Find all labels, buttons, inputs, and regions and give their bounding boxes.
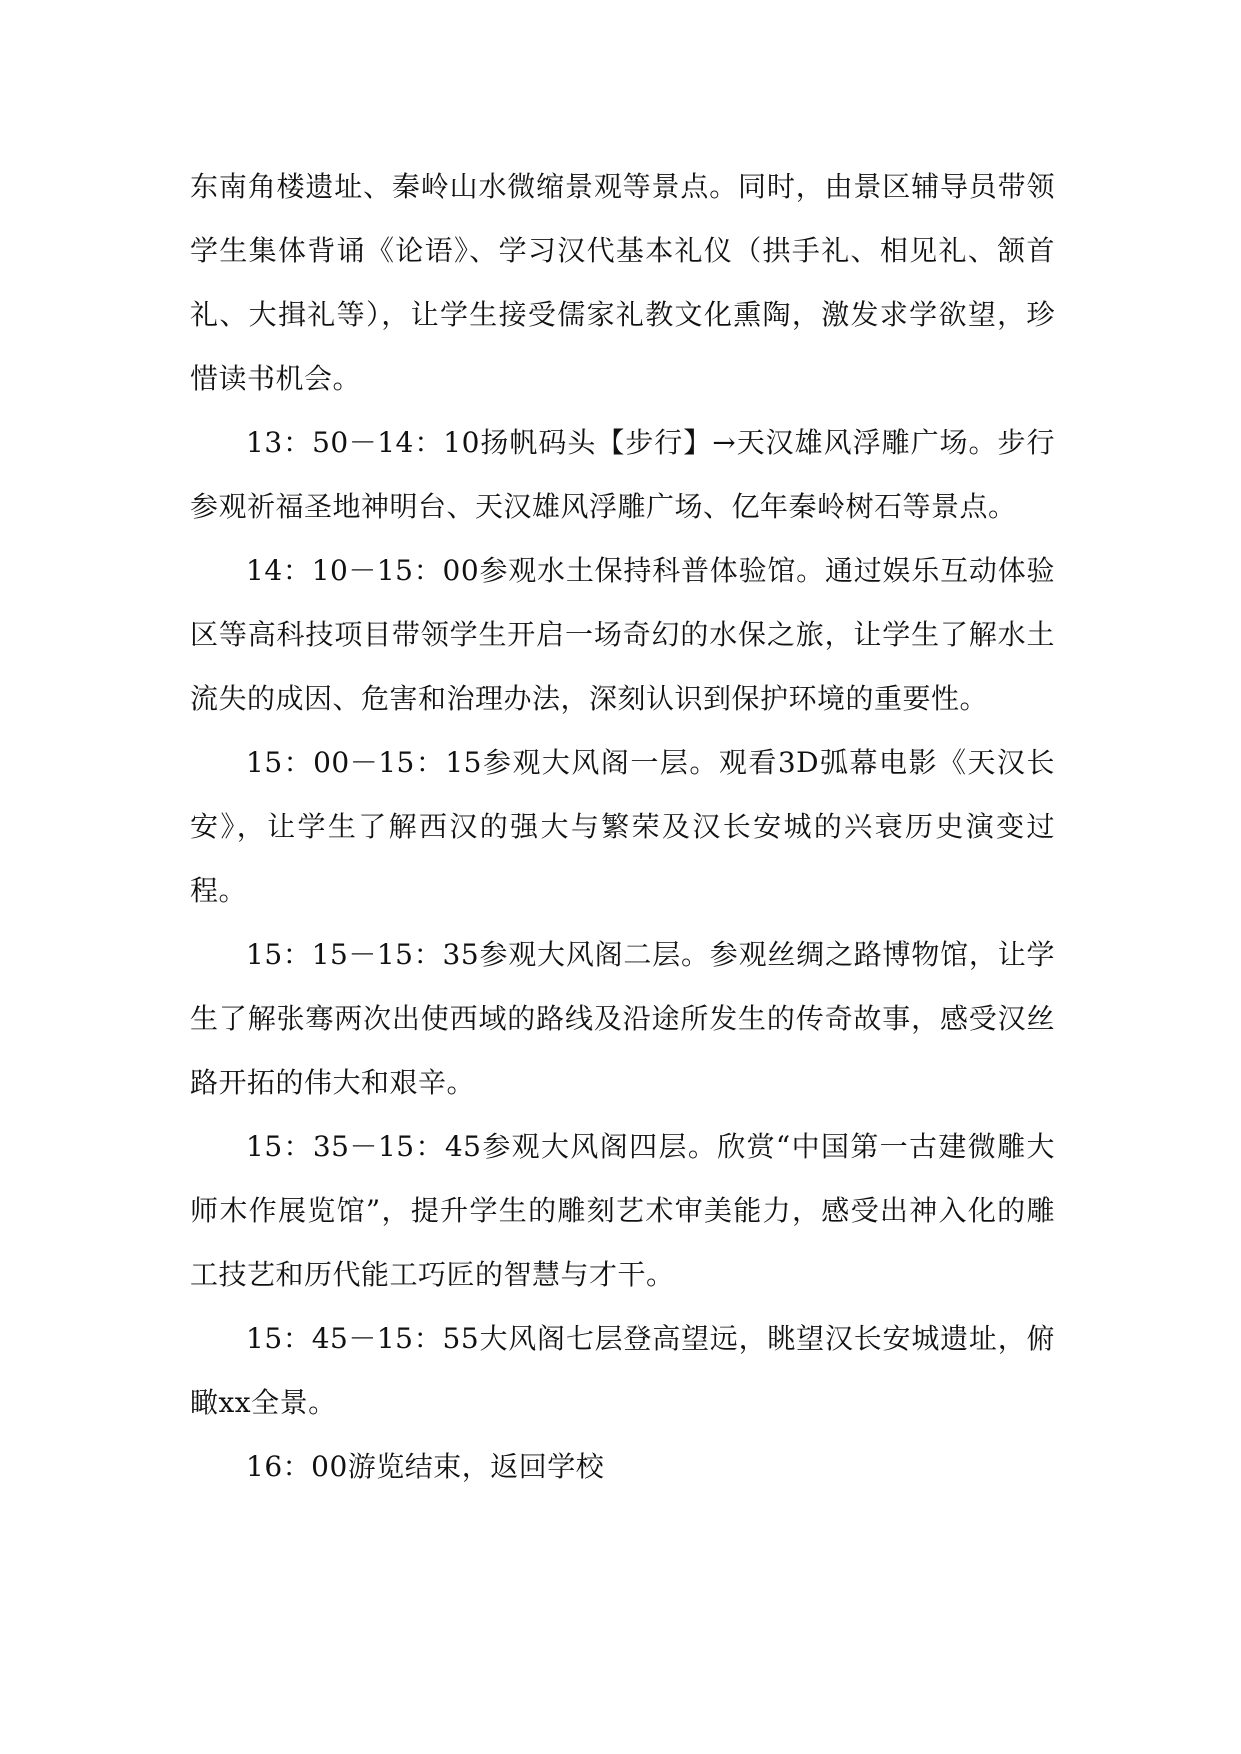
paragraph-schedule-1545: 15：45－15：55大风阁七层登高望远，眺望汉长安城遗址，俯瞰xx全景。 bbox=[190, 1322, 1055, 1419]
paragraph-schedule-1410: 14：10－15：00参观水土保持科普体验馆。通过娱乐互动体验区等高科技项目带领学生开启一场奇幻的水保之旅，让学生了解水土流失的成因、危害和治理办法，深刻认识到保护环境的重要性。 bbox=[190, 554, 1055, 715]
paragraph-schedule-1500: 15：00－15：15参观大风阁一层。观看3D弧幕电影《天汉长安》，让学生了解西汉的强大与繁荣及汉长安城的兴衰历史演变过程。 bbox=[190, 746, 1055, 907]
paragraph-schedule-1535: 15：35－15：45参观大风阁四层。欣赏“中国第一古建微雕大师木作展览馆”，提升学生的雕刻艺术审美能力，感受出神入化的雕工技艺和历代能工巧匠的智慧与才干。 bbox=[190, 1130, 1055, 1291]
paragraph-schedule-1515: 15：15－15：35参观大风阁二层。参观丝绸之路博物馆，让学生了解张骞两次出使西域的路线及沿途所发生的传奇故事，感受汉丝路开拓的伟大和艰辛。 bbox=[190, 938, 1055, 1099]
paragraph-schedule-1600: 16：00游览结束，返回学校 bbox=[246, 1450, 605, 1483]
paragraph-schedule-1350: 13：50－14：10扬帆码头【步行】→天汉雄风浮雕广场。步行参观祈福圣地神明台、天汉雄风浮雕广场、亿年秦岭树石等景点。 bbox=[190, 426, 1055, 523]
paragraph-intro-continuation: 东南角楼遗址、秦岭山水微缩景观等景点。同时，由景区辅导员带领学生集体背诵《论语》、学习汉代基本礼仪（拱手礼、相见礼、颔首礼、大揖礼等），让学生接受儒家礼教文化熏陶，激发求学欲望，珍惜读书机会。 bbox=[190, 170, 1055, 395]
document-body bbox=[190, 155, 1055, 1499]
